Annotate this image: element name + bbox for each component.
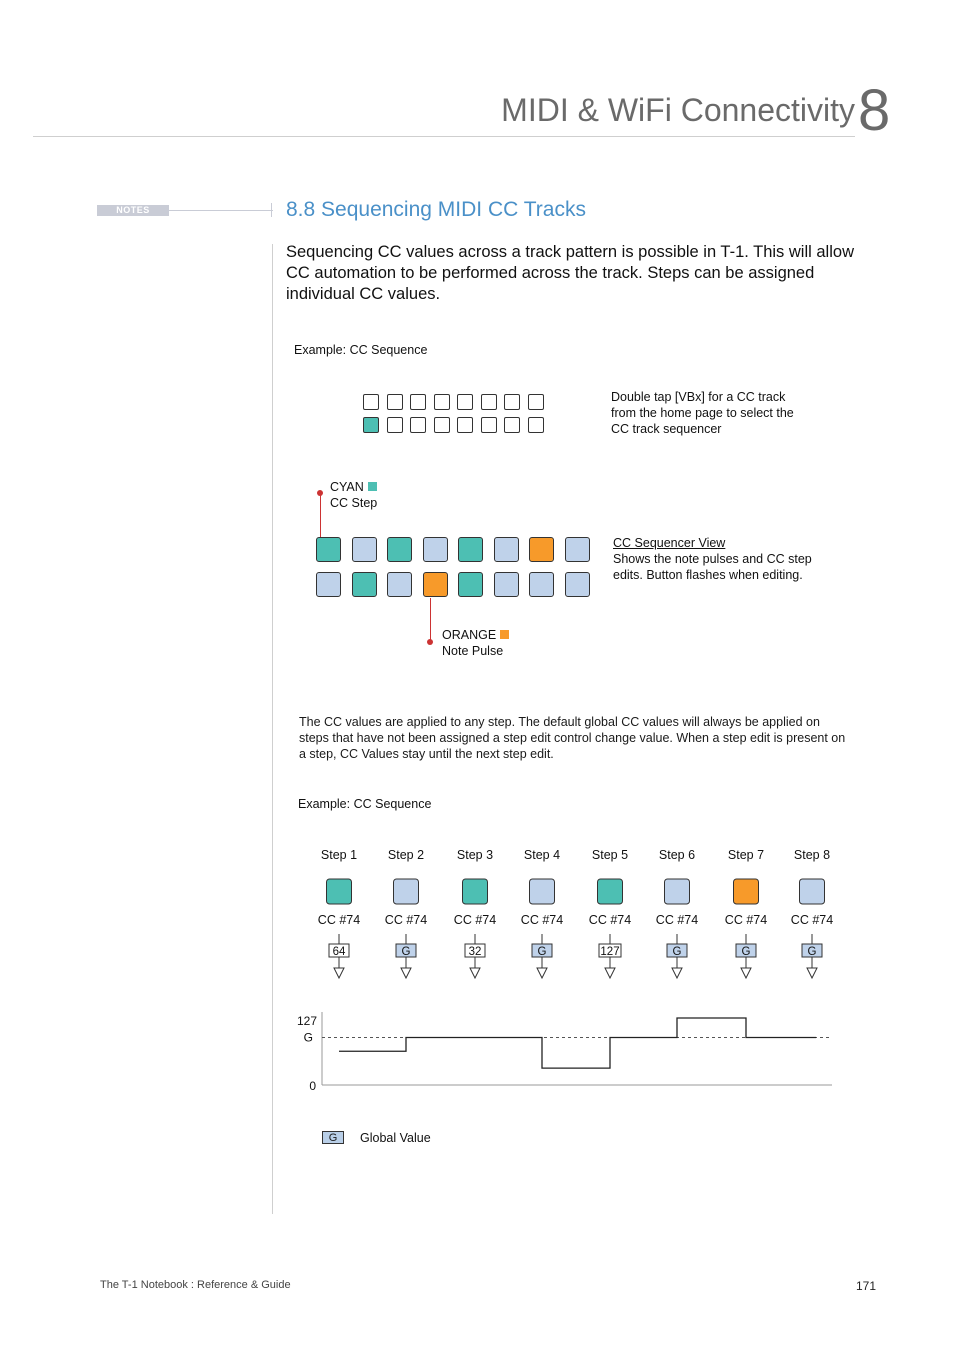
step-pad xyxy=(665,879,690,904)
axis-min-label: 0 xyxy=(309,1079,316,1093)
page-number: 171 xyxy=(856,1279,877,1293)
arrow-head xyxy=(672,968,682,978)
cc-label: CC #74 xyxy=(453,913,497,927)
step-pad xyxy=(463,879,488,904)
cc-label: CC #74 xyxy=(520,913,564,927)
value-text: 32 xyxy=(468,946,482,958)
cyan-desc: CC Step xyxy=(330,496,378,510)
notes-label: NOTES xyxy=(97,205,169,216)
arrow-head xyxy=(401,968,411,978)
value-text: 127 xyxy=(600,946,620,958)
view-desc: Shows the note pulses and CC step edits. Button flashes when editing. xyxy=(613,552,812,582)
step-pad xyxy=(327,879,352,904)
cc-label: CC #74 xyxy=(317,913,361,927)
arrow-head xyxy=(470,968,480,978)
step-label: Step 3 xyxy=(456,848,494,862)
arrow-head xyxy=(807,968,817,978)
legend-global-text: Global Value xyxy=(360,1131,431,1145)
axis-max-label: 127 xyxy=(296,1014,317,1028)
step-pad xyxy=(394,879,419,904)
axis-global-label: G xyxy=(303,1030,313,1045)
step-pad xyxy=(598,879,623,904)
step-label: Step 1 xyxy=(320,848,358,862)
value-text: G xyxy=(672,946,682,958)
section-title: 8.8 Sequencing MIDI CC Tracks xyxy=(286,198,586,221)
cyan-label: CYAN xyxy=(330,480,364,494)
value-text: G xyxy=(537,946,547,958)
step-label: Step 5 xyxy=(591,848,629,862)
legend-global-box: G xyxy=(322,1131,344,1144)
chapter-number: 8 xyxy=(858,78,891,143)
orange-desc: Note Pulse xyxy=(442,644,504,658)
step-pad xyxy=(530,879,555,904)
arrow-head xyxy=(537,968,547,978)
cc-label: CC #74 xyxy=(724,913,768,927)
cc-label: CC #74 xyxy=(790,913,834,927)
value-text: G xyxy=(807,946,817,958)
arrow-head xyxy=(741,968,751,978)
value-text: G xyxy=(401,946,411,958)
cc-value-line xyxy=(339,1018,816,1068)
arrow-head xyxy=(334,968,344,978)
footer-title: The T-1 Notebook : Reference & Guide xyxy=(100,1279,291,1291)
arrow-head xyxy=(605,968,615,978)
cc-label: CC #74 xyxy=(384,913,428,927)
cc-label: CC #74 xyxy=(655,913,699,927)
body-paragraph: The CC values are applied to any step. The default global CC values will always be applied on steps that have not been assigned a step edit control change value. When a step edit is present on a step, CC Values stay until the next step edit. xyxy=(299,715,846,761)
orange-label: ORANGE xyxy=(442,628,497,642)
intro-paragraph: Sequencing CC values across a track pattern is possible in T-1. This will allow CC automation to be performed across the track. Steps can be assigned individual CC values. xyxy=(286,243,854,303)
value-text: G xyxy=(741,946,751,958)
example1-label: Example: CC Sequence xyxy=(294,343,428,357)
step-pad xyxy=(800,879,825,904)
step-label: Step 8 xyxy=(793,848,831,862)
value-text: 64 xyxy=(332,946,346,958)
step-label: Step 6 xyxy=(658,848,696,862)
example2-label: Example: CC Sequence xyxy=(298,797,432,811)
step-pad xyxy=(734,879,759,904)
grid-caption: Double tap [VBx] for a CC track from the home page to select the CC track sequencer xyxy=(611,390,794,436)
view-title: CC Sequencer View xyxy=(613,536,726,550)
cc-label: CC #74 xyxy=(588,913,632,927)
step-label: Step 2 xyxy=(387,848,425,862)
step-label: Step 4 xyxy=(523,848,561,862)
step-label: Step 7 xyxy=(727,848,765,862)
chapter-title: MIDI & WiFi Connectivity xyxy=(501,92,855,128)
